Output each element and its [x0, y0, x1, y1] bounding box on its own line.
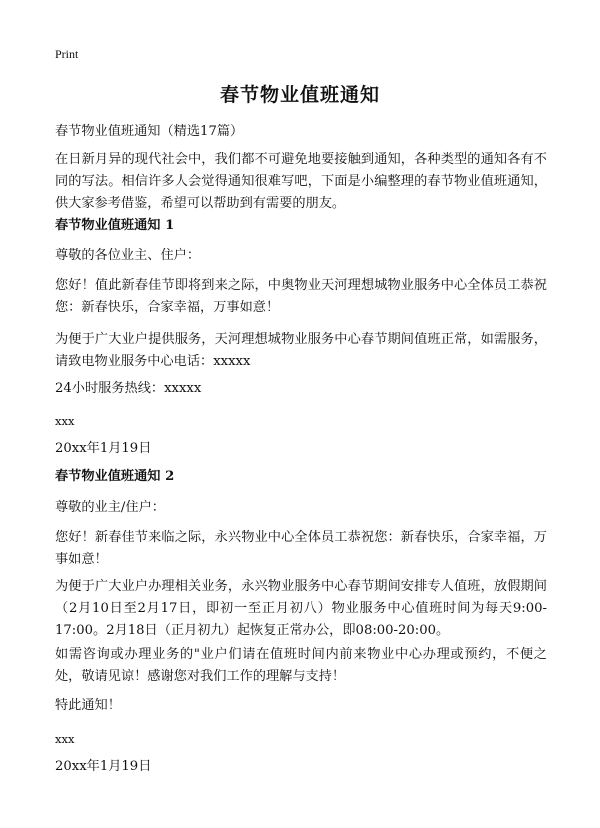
notice-1-signature: xxx: [55, 414, 75, 428]
notice-2-schedule: 为便于广大业户办理相关业务，永兴物业服务中心春节期间安排专人值班，放假期间（2月10日至2月17日，即初一至正月初八）物业服务中心值班时间为每天9:00-17:00。2月18日（正月初九）起恢复正常办公，即08:00-20:00。: [55, 579, 547, 638]
document-title: 春节物业值班通知: [219, 84, 380, 106]
notice-2-date: 20xx年1月19日: [55, 759, 152, 774]
notice-1-salutation: 尊敬的各位业主、住户：: [55, 248, 201, 263]
print-label: Print: [55, 47, 79, 61]
notice-2-heading: 春节物业值班通知 2: [55, 469, 175, 484]
notice-2-closing: 特此通知！: [55, 698, 121, 713]
intro-paragraph: 在日新月异的现代社会中，我们都不可避免地要接触到通知，各种类型的通知各有不同的写法。相信许多人会觉得通知很难写吧，下面是小编整理的春节物业值班通知，供大家参考借鉴，希望可以帮助到有需要的朋友。: [55, 152, 547, 211]
notice-2-signature: xxx: [55, 732, 75, 746]
notice-1-heading: 春节物业值班通知 1: [55, 218, 175, 233]
notice-2-consult: 如需咨询或办理业务的"业户们请在值班时间内前来物业中心办理或预约，不便之处，敬请见谅！感谢您对我们工作的理解与支持！: [55, 647, 547, 684]
notice-1-hotline: 24小时服务热线：xxxxx: [55, 381, 202, 396]
notice-1-greeting: 您好！值此新春佳节即将到来之际，中奥物业天河理想城物业服务中心全体员工恭祝您：新春快乐，合家幸福，万事如意！: [55, 278, 547, 315]
notice-1-date: 20xx年1月19日: [55, 441, 152, 456]
notice-1-service: 为便于广大业户提供服务，天河理想城物业服务中心春节期间值班正常，如需服务，请致电物业服务中心电话：xxxxx: [55, 332, 547, 369]
document-subtitle: 春节物业值班通知（精选17篇）: [55, 124, 244, 139]
notice-2-salutation: 尊敬的业主/住户：: [55, 500, 165, 515]
notice-2-greeting: 您好！新春佳节来临之际，永兴物业中心全体员工恭祝您：新春快乐，合家幸福，万事如意！: [55, 530, 547, 567]
